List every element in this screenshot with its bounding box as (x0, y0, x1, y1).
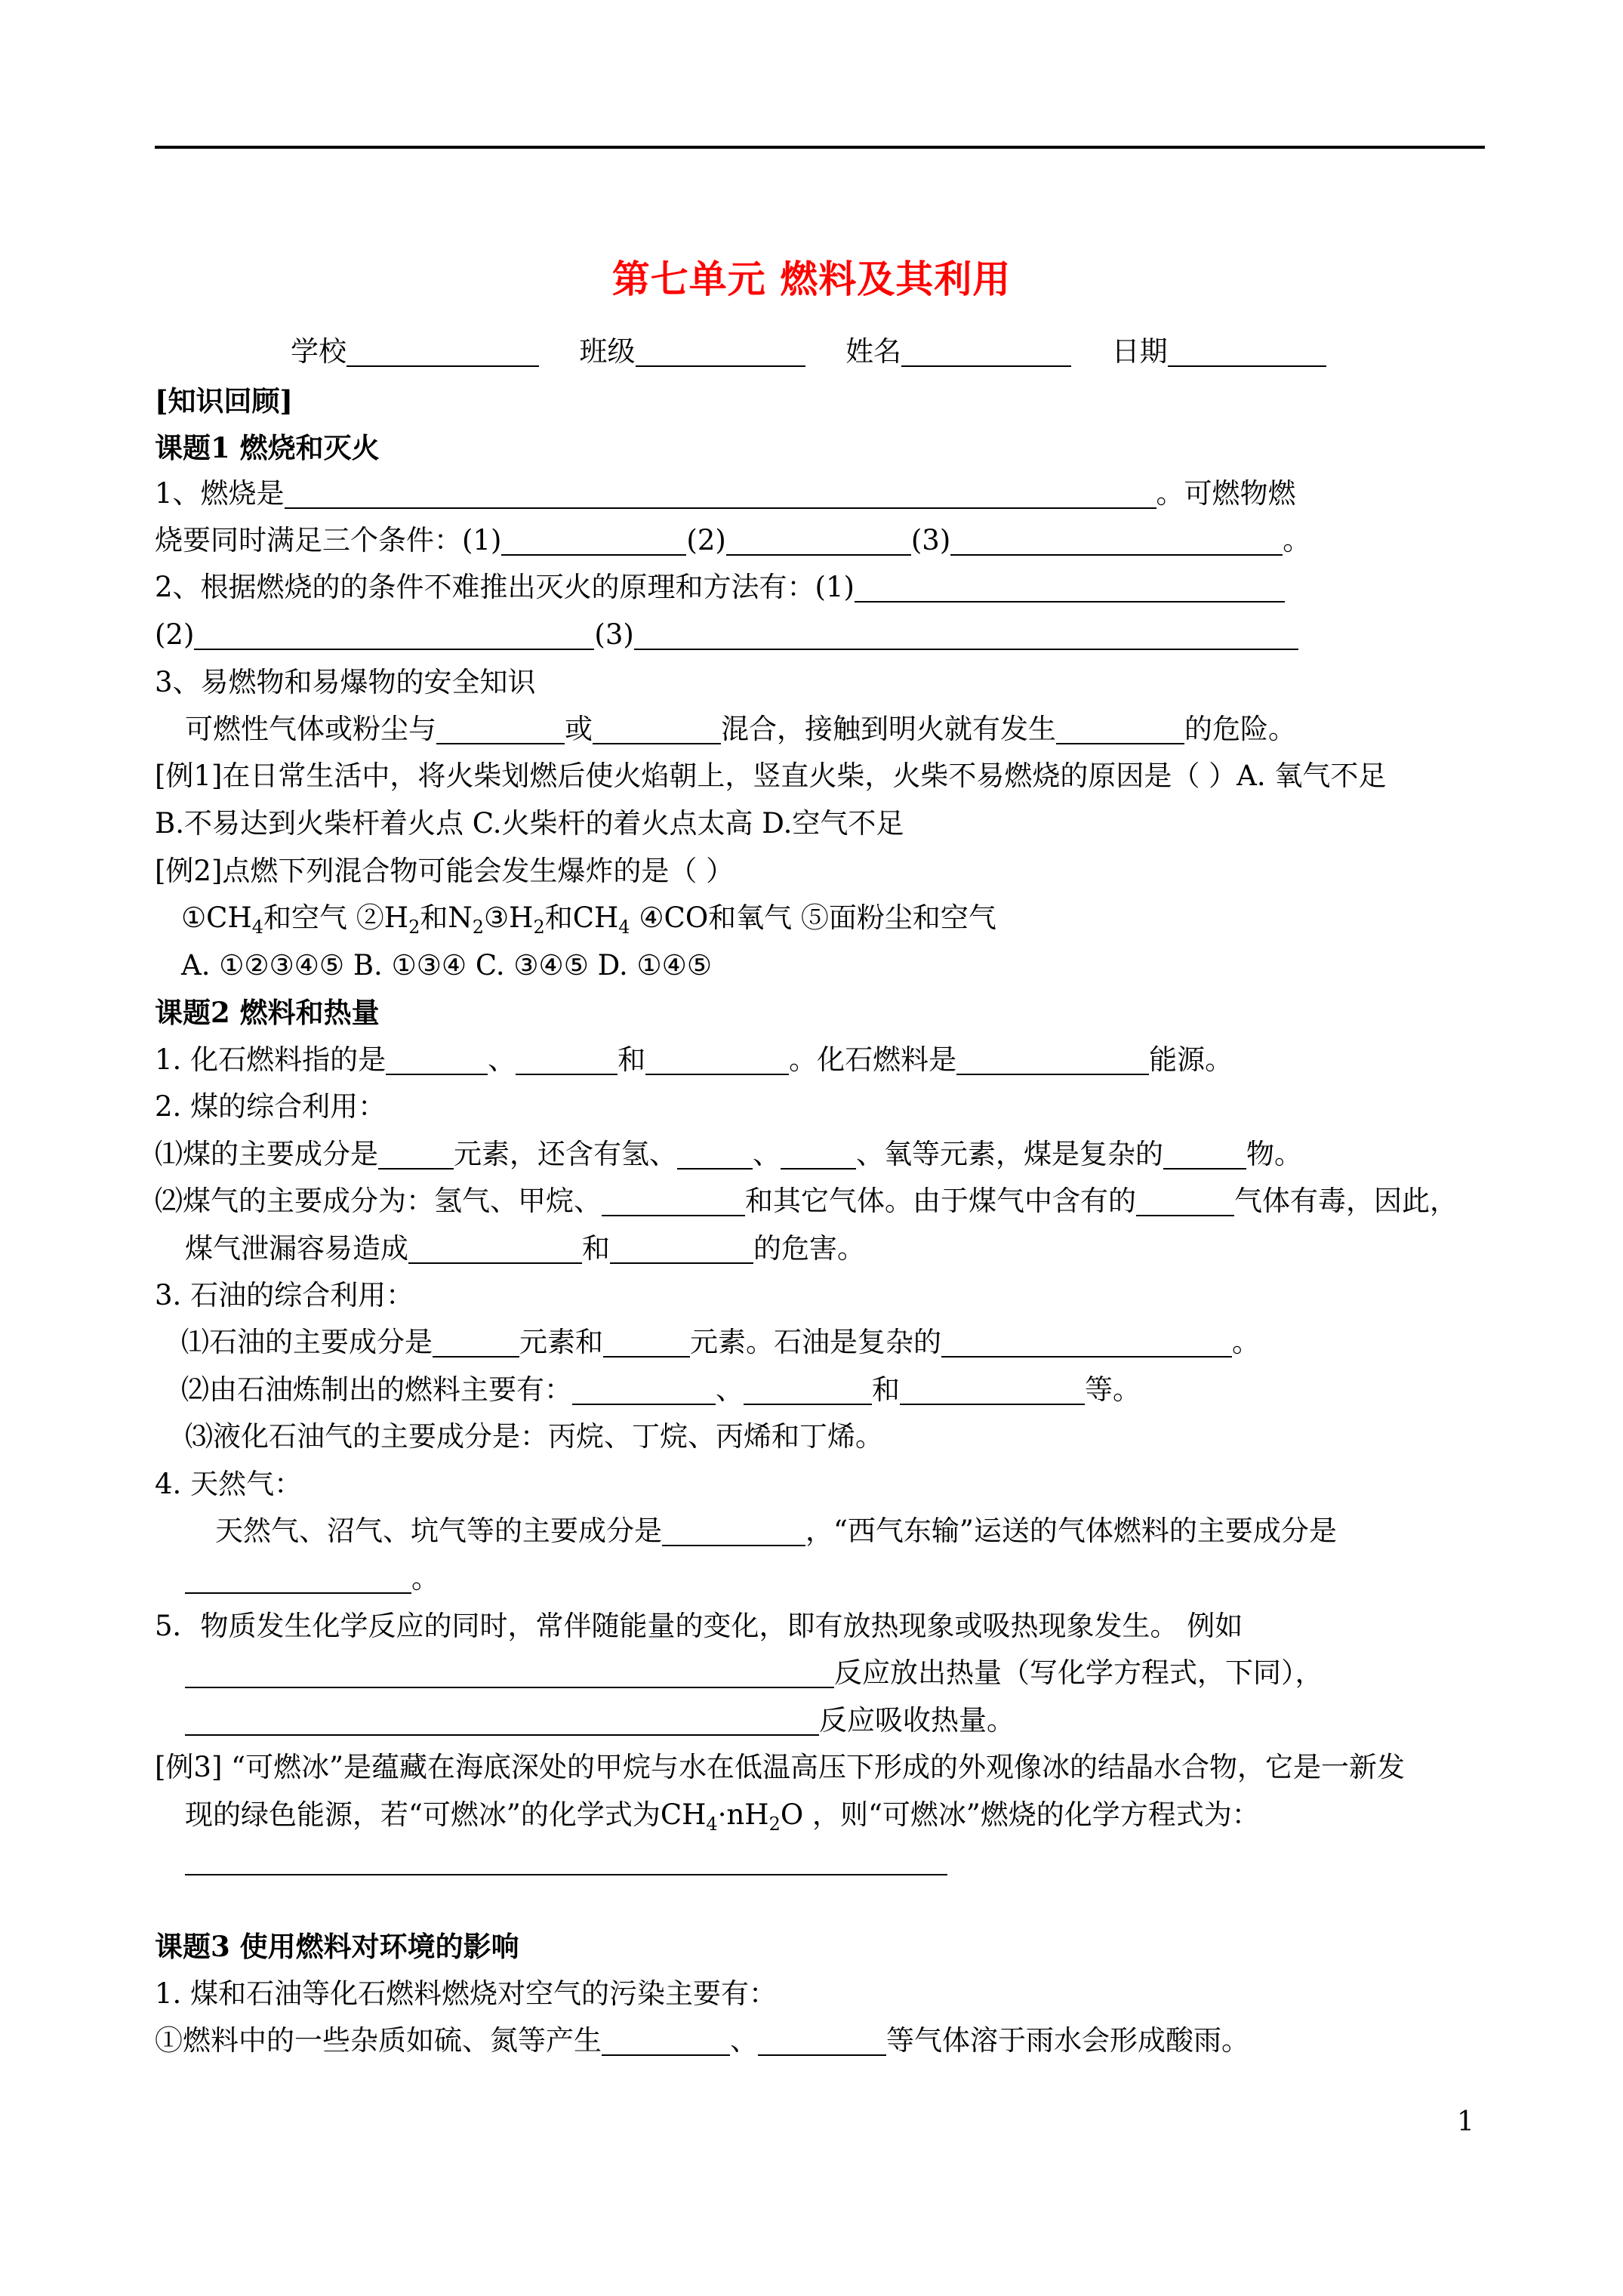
section-review: [知识回顾] (155, 384, 294, 418)
t2-q31-blank3[interactable] (941, 1326, 1232, 1358)
header-rule (155, 146, 1485, 149)
t2-q1-blank3[interactable] (645, 1043, 789, 1075)
t3-q1-blank1[interactable] (602, 2024, 730, 2056)
t2-q22-blank2[interactable] (1136, 1185, 1234, 1216)
t2-example3-answer (185, 1841, 947, 1880)
t2-q2: 2. 煤的综合利用： (155, 1090, 387, 1123)
page-number: 1 (1457, 2106, 1474, 2137)
t2-q22-blank4[interactable] (610, 1232, 753, 1264)
topic2-heading: 课题2 燃料和热量 (155, 996, 380, 1029)
t1-q3: 3、易燃物和易爆物的安全知识 (155, 666, 536, 698)
t2-q4-line1: 天然气、沼气、坑气等的主要成分是 ，“西气东输”运送的气体燃料的主要成分是 (215, 1515, 1337, 1547)
name-label: 姓名 (845, 335, 902, 368)
date-label: 日期 (1111, 335, 1168, 368)
t2-q2-1: ⑴煤的主要成分是 元素，还含有氢、 、 、氧等元素，煤是复杂的 物。 (155, 1138, 1302, 1170)
t1-q3-blank2[interactable] (593, 713, 721, 744)
t2-q22-blank1[interactable] (602, 1185, 745, 1216)
t1-cond3-blank[interactable] (950, 524, 1283, 556)
t1-q1-blank[interactable] (285, 477, 1156, 509)
page-title: 第七单元 燃料及其利用 (611, 257, 1012, 301)
t2-q1: 1. 化石燃料指的是 、 和 。化石燃料是 能源。 (155, 1043, 1233, 1076)
class-blank[interactable] (636, 335, 805, 367)
t1-example2-items: $①CH_4$和空气 $②H_2$和$N_2③H_2$和$CH_4$ ④CO和氧气 ⑤面粉尘和空气 (181, 901, 996, 938)
t1-method1-blank[interactable] (855, 571, 1285, 603)
t2-q32-blank2[interactable] (744, 1373, 872, 1405)
t1-example1-line1: [例1]在日常生活中，将火柴划燃后使火焰朝上，竖直火柴，火柴不易燃烧的原因是（ ）A. 氧气不足 (155, 760, 1387, 792)
t2-q5-blank1[interactable] (185, 1657, 834, 1688)
t2-q32-blank3[interactable] (900, 1373, 1085, 1405)
t1-example2: [例2]点燃下列混合物可能会发生爆炸的是（ ） (155, 855, 735, 887)
t2-q5: 5．物质发生化学反应的同时，常伴随能量的变化，即有放热现象或吸热现象发生。 例如 (155, 1610, 1243, 1642)
t2-q3-3: ⑶液化石油气的主要成分是：丙烷、丁烷、丙烯和丁烯。 (185, 1420, 883, 1453)
t2-q2-2-line1: ⑵煤气的主要成分为：氢气、甲烷、 和其它气体。由于煤气中含有的 气体有毒，因此， (155, 1185, 1458, 1217)
t1-q2-line2: (2) (3) (155, 615, 1298, 655)
t2-q4: 4. 天然气： (155, 1468, 303, 1500)
t3-q1-1: ①燃料中的一些杂质如硫、氮等产生 、 等气体溶于雨水会形成酸雨。 (155, 2024, 1249, 2057)
t2-q21-blank4[interactable] (1163, 1138, 1246, 1170)
t2-example3-line2: 现的绿色能源，若“可燃冰”的化学式为$CH_4\cdot nH_2O$ ，则“可燃冰”燃烧的化学方程式为： (185, 1798, 1260, 1835)
t2-q21-blank3[interactable] (781, 1138, 856, 1170)
t2-q22-blank3[interactable] (408, 1232, 582, 1264)
t2-q1-blank2[interactable] (516, 1043, 617, 1075)
t1-q1-line1: 1、燃烧是 。可燃物燃 (155, 477, 1296, 510)
t2-q21-blank1[interactable] (378, 1138, 454, 1170)
t2-ex3-blank[interactable] (185, 1844, 947, 1875)
t1-q3-blank3[interactable] (1056, 713, 1184, 744)
school-blank[interactable] (346, 335, 539, 367)
t2-example3-line1: [例3] “可燃冰”是蕴藏在海底深处的甲烷与水在低温高压下形成的外观像冰的结晶水合物，它是一新发 (155, 1751, 1406, 1783)
t2-q31-blank1[interactable] (433, 1326, 519, 1358)
school-label: 学校 (291, 335, 346, 368)
t2-q4-line2: 。 (185, 1559, 439, 1598)
t2-q3: 3. 石油的综合利用： (155, 1279, 414, 1311)
t2-q31-blank2[interactable] (603, 1326, 690, 1358)
info-row (291, 332, 1326, 371)
t2-q3-2: ⑵由石油炼制出的燃料主要有： 、 和 等。 (181, 1373, 1141, 1406)
t3-q1: 1. 煤和石油等化石燃料燃烧对空气的污染主要有： (155, 1977, 778, 2010)
topic1-heading: 课题1 燃烧和灭火 (155, 431, 380, 464)
t1-example2-answers: A. ①②③④⑤ B. ①③④ C. ③④⑤ D. ①④⑤ (181, 949, 712, 982)
t1-example1-line2: B.不易达到火柴杆着火点 C.火柴杆的着火点太高 D.空气不足 (155, 807, 904, 840)
t2-q4-blank2[interactable] (185, 1562, 411, 1594)
t1-cond2-blank[interactable] (726, 524, 911, 556)
t2-q21-blank2[interactable] (677, 1138, 753, 1170)
date-blank[interactable] (1168, 335, 1326, 367)
name-blank[interactable] (901, 335, 1071, 367)
t1-method3-blank[interactable] (634, 618, 1298, 650)
class-label: 班级 (579, 335, 636, 368)
t2-q1-blank4[interactable] (956, 1043, 1149, 1075)
t2-q2-2-line2: 煤气泄漏容易造成 和 的危害。 (185, 1232, 865, 1265)
t2-q5-line3: 反应吸收热量。 (185, 1701, 1015, 1740)
t2-q3-1: ⑴石油的主要成分是 元素和 元素。石油是复杂的 。 (181, 1326, 1260, 1358)
topic3-heading: 课题3 使用燃料对环境的影响 (155, 1930, 519, 1963)
t1-q2-line1: 2、根据燃烧的的条件不难推出灭火的原理和方法有：(1) (155, 568, 1285, 607)
t1-q3-blank1[interactable] (436, 713, 565, 744)
t2-q1-blank1[interactable] (386, 1043, 488, 1075)
t2-q5-line2: 反应放出热量（写化学方程式，下同）， (185, 1653, 1323, 1693)
t1-method2-blank[interactable] (194, 618, 594, 650)
t1-q3-line: 可燃性气体或粉尘与 或 混合，接触到明火就有发生 的危险。 (185, 713, 1296, 745)
t1-cond1-blank[interactable] (501, 524, 686, 556)
t1-q1-line2: 烧要同时满足三个条件：(1) (2) (3) 。 (155, 524, 1311, 556)
t2-q4-blank1[interactable] (662, 1515, 805, 1546)
t2-q5-blank2[interactable] (185, 1704, 819, 1736)
t2-q32-blank1[interactable] (572, 1373, 716, 1405)
t3-q1-blank2[interactable] (758, 2024, 886, 2056)
